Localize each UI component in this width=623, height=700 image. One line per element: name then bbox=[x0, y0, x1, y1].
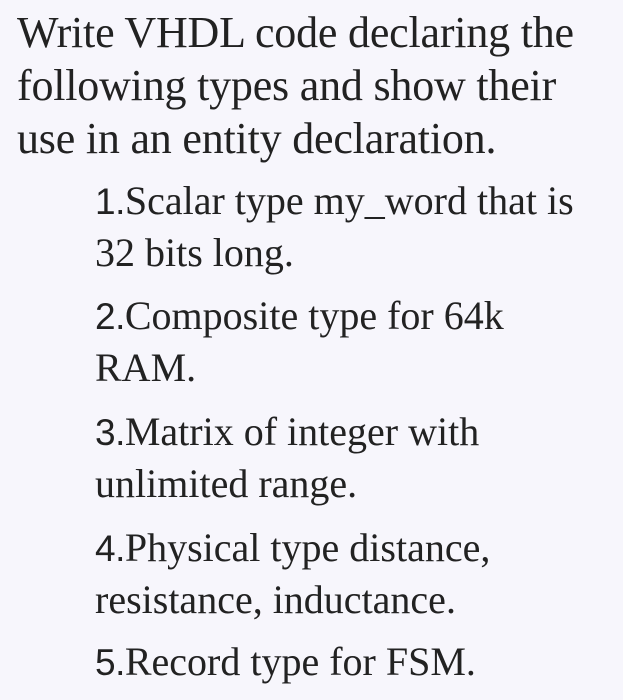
requirement-item bbox=[95, 290, 615, 393]
intro-line: following types and show their bbox=[17, 61, 557, 110]
item-number: 3. bbox=[95, 412, 125, 453]
requirement-item bbox=[95, 636, 615, 688]
item-number: 4. bbox=[95, 528, 125, 569]
item-text: Record type for FSM. bbox=[124, 639, 476, 684]
item-number: 5. bbox=[95, 642, 125, 683]
item-number: 1. bbox=[95, 181, 125, 222]
item-text: RAM. bbox=[95, 345, 197, 390]
intro-line: use in an entity declaration. bbox=[17, 114, 497, 163]
item-text: resistance, inductance. bbox=[95, 577, 456, 622]
requirement-item bbox=[95, 175, 615, 278]
question-intro bbox=[17, 6, 617, 165]
item-text: 32 bits long. bbox=[95, 230, 294, 275]
item-text: Scalar type my_word that is bbox=[124, 178, 574, 223]
item-number: 2. bbox=[95, 296, 125, 337]
intro-line: Write VHDL code declaring the bbox=[17, 8, 574, 57]
requirement-item bbox=[95, 406, 615, 509]
item-text: unlimited range. bbox=[95, 461, 358, 506]
item-text: Composite type for 64k bbox=[124, 293, 504, 338]
requirement-item bbox=[95, 522, 615, 625]
item-text: Matrix of integer with bbox=[124, 409, 480, 454]
item-text: Physical type distance, bbox=[124, 525, 491, 570]
